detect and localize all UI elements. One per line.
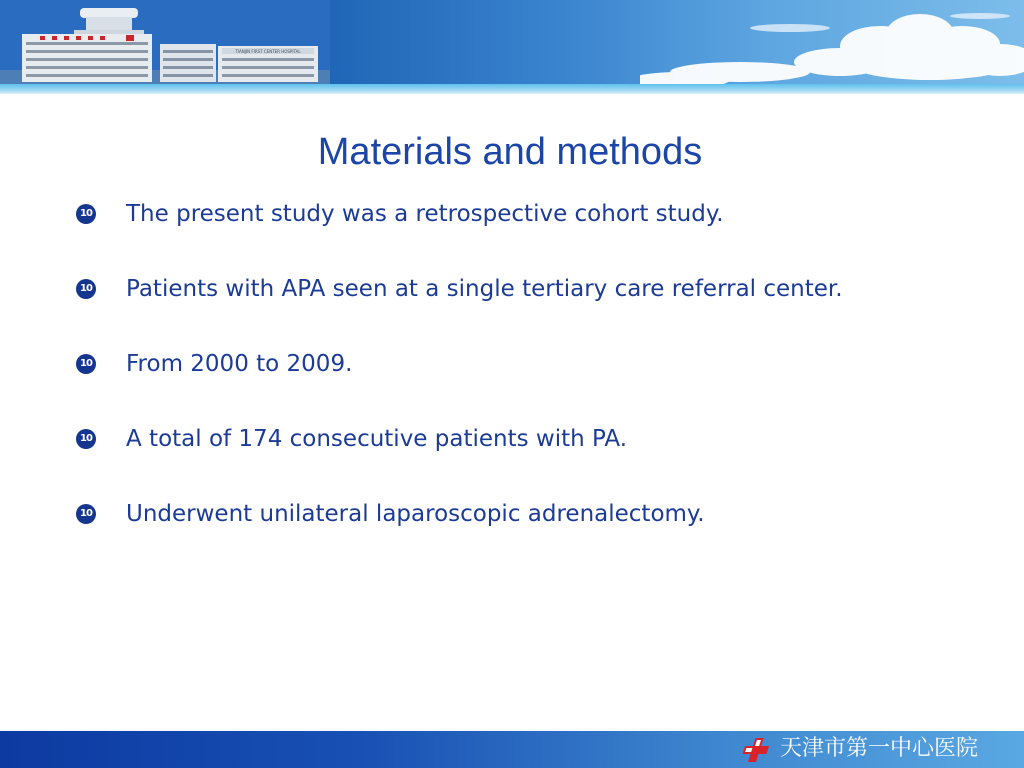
hospital-building-image [0,0,330,86]
footer-organization-name: 天津市第一中心医院 [780,736,979,761]
bullet-marker-icon: 10 [76,504,96,524]
bullet-text: From 2000 to 2009. [126,351,353,377]
list-item [74,346,974,421]
bullet-text: The present study was a retrospective cohort study. [126,201,724,227]
clouds-image [640,0,1024,86]
list-item [74,196,974,271]
hospital-sign-text: TIANJIN FIRST CENTER HOSPITAL [235,49,301,54]
header-banner [0,0,1024,86]
bullet-marker-icon: 10 [76,429,96,449]
slide-title: Materials and methods [317,131,703,173]
footer-bar [0,731,1024,768]
bullet-marker-icon: 10 [76,204,96,224]
hospital-logo-icon [740,737,774,763]
list-item [74,271,974,346]
bullet-text: Patients with APA seen at a single tertiary care referral center. [126,276,843,302]
list-item [74,496,974,571]
bullet-marker-icon: 10 [76,279,96,299]
bullet-marker-icon: 10 [76,354,96,374]
bullet-list [74,196,974,571]
bullet-text: A total of 174 consecutive patients with PA. [126,426,628,452]
bullet-text: Underwent unilateral laparoscopic adrenalectomy. [126,501,705,527]
list-item [74,421,974,496]
header-stripe [0,84,1024,94]
